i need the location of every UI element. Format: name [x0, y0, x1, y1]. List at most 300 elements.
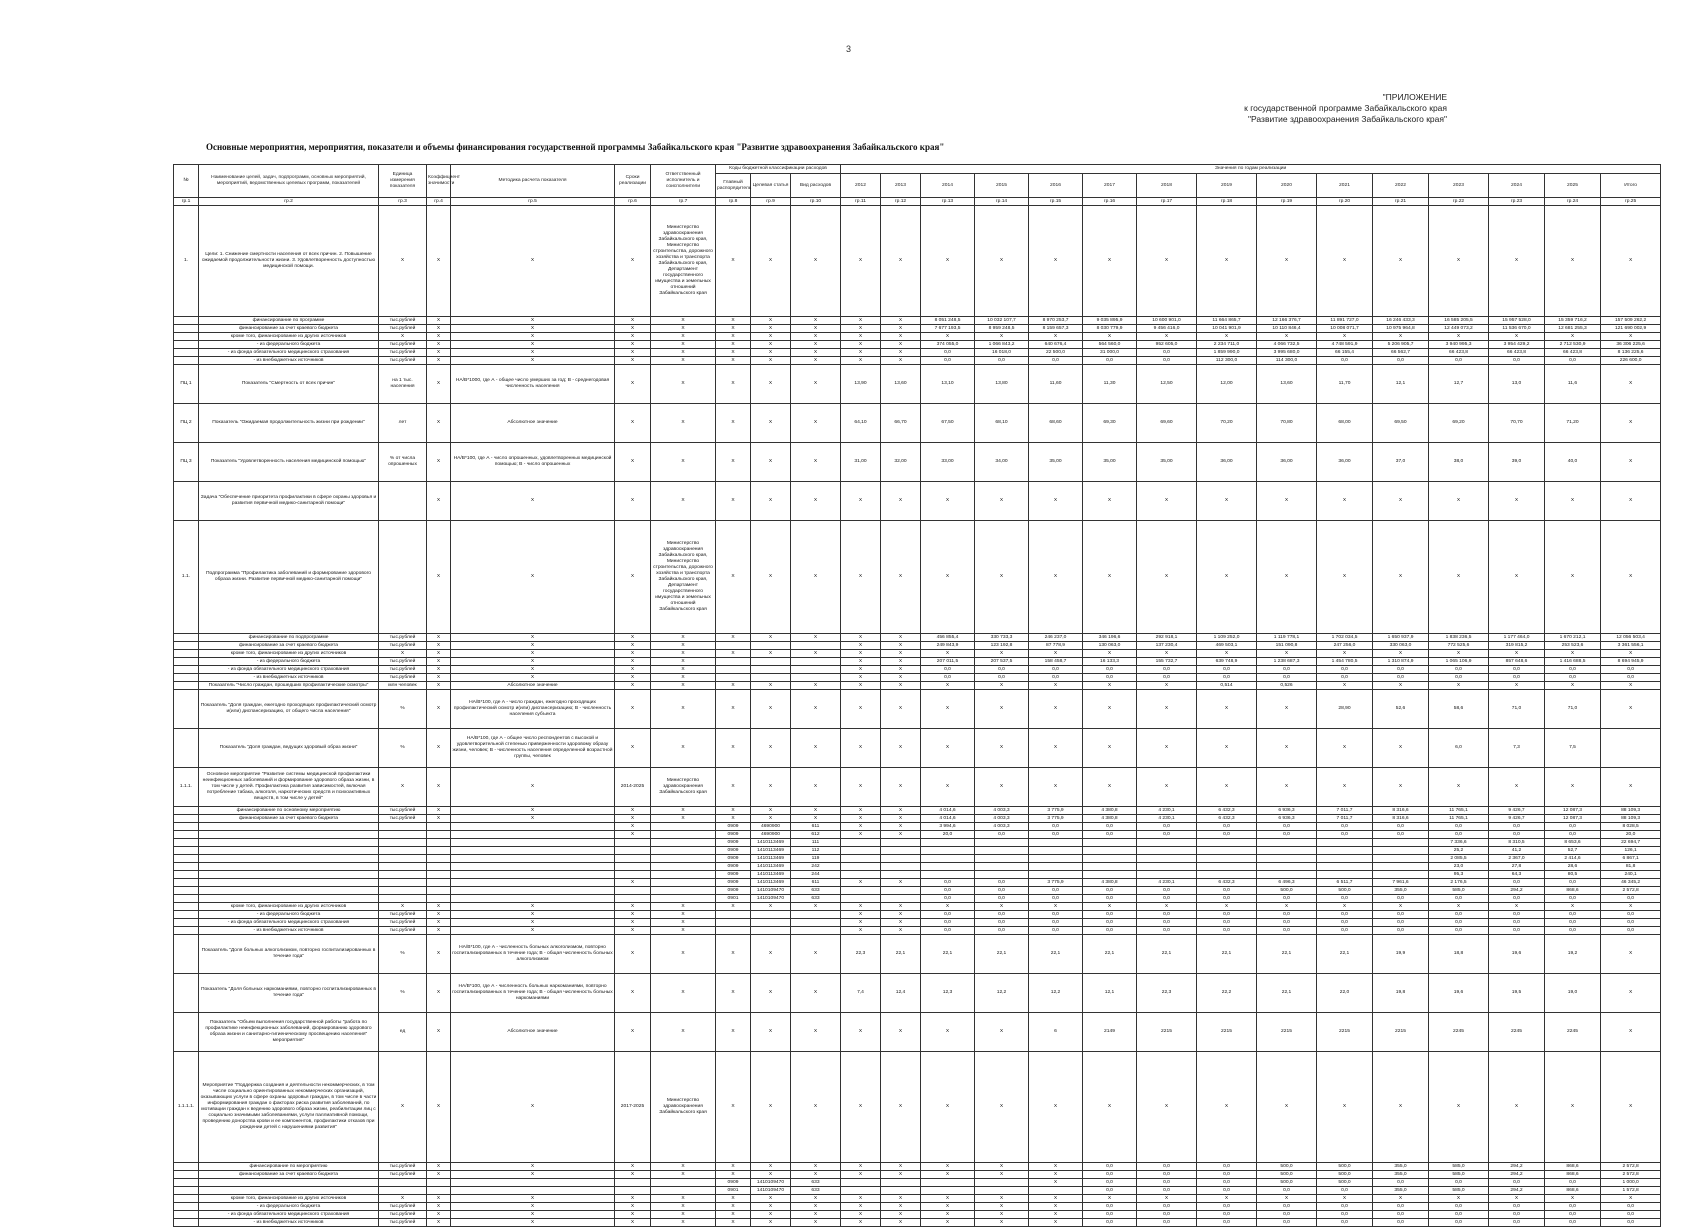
row-year-value: 5 206 905,7 — [1373, 341, 1429, 349]
row-name: - из фонда обязательного медицинского страхования — [199, 919, 379, 927]
row-year-value: X — [1029, 650, 1083, 658]
row-name: - из фонда обязательного медицинского страхования — [199, 1211, 379, 1219]
row-number — [174, 729, 199, 768]
row-year-value: 34,00 — [975, 443, 1029, 482]
row-year-value: X — [1197, 903, 1257, 911]
row-responsible — [651, 863, 716, 871]
row-year-value: X — [1083, 1052, 1137, 1163]
row-year-value: 22,0 — [1317, 974, 1373, 1013]
row-year-value: 36,00 — [1197, 443, 1257, 482]
row-year-value: 0,0 — [1083, 831, 1137, 839]
row-year-value — [921, 1187, 975, 1195]
row-number — [174, 815, 199, 823]
row-year-value: 0,0 — [1373, 823, 1429, 831]
row-year-value: X — [975, 1211, 1029, 1219]
table-row — [174, 1171, 1661, 1179]
row-year-value: X — [975, 768, 1029, 807]
row-year-value: 67,50 — [921, 404, 975, 443]
row-year-value — [1257, 847, 1317, 855]
row-number — [174, 690, 199, 729]
row-term: X — [615, 911, 651, 919]
row-year-value: 8 316,6 — [1373, 807, 1429, 815]
row-expense-code: X — [791, 1219, 841, 1227]
row-year-value: X — [881, 682, 921, 690]
row-year-value: 11,6 — [1545, 365, 1601, 404]
row-expense-code: X — [791, 807, 841, 815]
row-year-value — [975, 1179, 1029, 1187]
row-year-value: X — [921, 1195, 975, 1203]
row-method: Абсолютное значение — [451, 1013, 615, 1052]
row-expense-code: 242 — [791, 863, 841, 871]
row-chief-code — [716, 911, 751, 919]
row-year-value: 12 087,3 — [1545, 807, 1601, 815]
row-year-value: X — [841, 206, 881, 317]
row-coef: X — [427, 768, 451, 807]
row-year-value — [975, 839, 1029, 847]
row-year-value: 8 136 225,6 — [1601, 349, 1661, 357]
row-unit: тыс.рублей — [379, 1171, 427, 1179]
row-year-value: X — [1029, 482, 1083, 521]
row-expense-code: X — [791, 404, 841, 443]
row-year-value: 11 765,1 — [1429, 807, 1489, 815]
row-year-value: X — [841, 927, 881, 935]
row-year-value: 158 458,7 — [1029, 658, 1083, 666]
table-row — [174, 1187, 1661, 1195]
row-year-value: 130 063,0 — [1083, 642, 1137, 650]
row-expense-code: X — [791, 1211, 841, 1219]
row-year-value: X — [921, 1052, 975, 1163]
row-year-value: 68,10 — [975, 404, 1029, 443]
header-year: 2025 — [1545, 174, 1601, 198]
row-year-value: X — [1029, 768, 1083, 807]
row-year-value: X — [1601, 1013, 1661, 1052]
row-year-value: 0,0 — [1083, 887, 1137, 895]
row-year-value: X — [1545, 768, 1601, 807]
row-year-value: 0,0 — [1489, 895, 1545, 903]
column-number: гр.1 — [174, 198, 199, 206]
row-chief-code: X — [716, 650, 751, 658]
table-row — [174, 634, 1661, 642]
row-coef — [427, 847, 451, 855]
row-year-value — [1029, 1187, 1083, 1195]
row-year-value — [841, 863, 881, 871]
row-year-value: 2215 — [1137, 1013, 1197, 1052]
row-year-value: 500,0 — [1257, 887, 1317, 895]
row-year-value — [881, 1187, 921, 1195]
row-year-value: X — [1029, 333, 1083, 341]
row-method: X — [451, 341, 615, 349]
row-year-value: X — [921, 690, 975, 729]
row-coef: X — [427, 333, 451, 341]
column-number: гр.5 — [451, 198, 615, 206]
row-year-value: 0,0 — [921, 349, 975, 357]
row-responsible — [651, 1179, 716, 1187]
row-year-value: X — [841, 911, 881, 919]
row-year-value: 19,9 — [1373, 935, 1429, 974]
row-year-value: X — [1601, 974, 1661, 1013]
row-year-value: X — [975, 650, 1029, 658]
row-target-code — [751, 927, 791, 935]
row-year-value: 70,80 — [1257, 404, 1317, 443]
row-year-value: 121 690 002,9 — [1601, 325, 1661, 333]
row-year-value: 2 572,8 — [1601, 1171, 1661, 1179]
row-unit: X — [379, 768, 427, 807]
row-target-code: X — [751, 357, 791, 365]
row-responsible: X — [651, 682, 716, 690]
column-number: гр.21 — [1373, 198, 1429, 206]
row-method: X — [451, 666, 615, 674]
row-year-value: 0,0 — [1029, 674, 1083, 682]
table-row — [174, 521, 1661, 634]
header-year-values: Значения по годам реализации — [841, 165, 1661, 174]
row-year-value: 0,0 — [1545, 1203, 1601, 1211]
row-year-value — [841, 855, 881, 863]
row-year-value: 294,2 — [1489, 887, 1545, 895]
table-row — [174, 1195, 1661, 1203]
column-number: гр.3 — [379, 198, 427, 206]
row-year-value: X — [1545, 333, 1601, 341]
row-expense-code: 244 — [791, 871, 841, 879]
row-coef: X — [427, 911, 451, 919]
row-method — [451, 871, 615, 879]
row-year-value: X — [881, 650, 921, 658]
row-term: X — [615, 903, 651, 911]
row-term: X — [615, 831, 651, 839]
row-year-value: X — [1429, 206, 1489, 317]
header-year: 2013 — [881, 174, 921, 198]
row-name: - из внебюджетных источников — [199, 357, 379, 365]
row-unit: тыс.рублей — [379, 341, 427, 349]
row-method: X — [451, 1219, 615, 1227]
row-year-value: 6 867,1 — [1601, 855, 1661, 863]
row-year-value: 0,0 — [1197, 1219, 1257, 1227]
row-year-value: X — [921, 521, 975, 634]
row-chief-code: X — [716, 365, 751, 404]
row-year-value: X — [1601, 1195, 1661, 1203]
row-year-value — [1317, 863, 1373, 871]
row-year-value: X — [975, 521, 1029, 634]
table-row — [174, 325, 1661, 333]
row-number — [174, 974, 199, 1013]
row-year-value: 0,0 — [975, 911, 1029, 919]
row-term — [615, 887, 651, 895]
row-year-value: 0,0 — [1083, 1203, 1137, 1211]
row-chief-code — [716, 674, 751, 682]
row-year-value — [881, 839, 921, 847]
row-year-value — [1197, 839, 1257, 847]
table-row — [174, 357, 1661, 365]
row-year-value: 0,0 — [1257, 1187, 1317, 1195]
row-coef: X — [427, 674, 451, 682]
row-year-value: 23,0 — [1429, 863, 1489, 871]
row-year-value: X — [1373, 1195, 1429, 1203]
row-year-value: 0,0 — [1489, 823, 1545, 831]
row-year-value — [1317, 839, 1373, 847]
row-term: X — [615, 807, 651, 815]
row-year-value: X — [881, 1052, 921, 1163]
row-term — [615, 895, 651, 903]
row-year-value: 64,10 — [841, 404, 881, 443]
column-number: гр.24 — [1545, 198, 1601, 206]
row-year-value: 0,0 — [1197, 919, 1257, 927]
row-year-value: X — [1317, 650, 1373, 658]
row-year-value: X — [881, 482, 921, 521]
row-year-value: X — [841, 815, 881, 823]
row-year-value: 0,0 — [1029, 831, 1083, 839]
row-year-value: 13,0 — [1489, 365, 1545, 404]
row-term: X — [615, 341, 651, 349]
row-year-value: 0,0 — [1545, 1211, 1601, 1219]
row-year-value: 2 234 711,0 — [1197, 341, 1257, 349]
row-method: X — [451, 1171, 615, 1179]
table-row — [174, 871, 1661, 879]
row-year-value: X — [1545, 903, 1601, 911]
row-year-value: X — [1373, 1052, 1429, 1163]
row-year-value: 1 670 212,1 — [1545, 634, 1601, 642]
row-year-value: 0,0 — [1197, 887, 1257, 895]
row-coef: X — [427, 482, 451, 521]
row-year-value: 857 648,6 — [1489, 658, 1545, 666]
row-responsible: X — [651, 325, 716, 333]
column-number: гр.23 — [1489, 198, 1545, 206]
row-year-value: 0,0 — [975, 666, 1029, 674]
row-year-value: 0,0 — [1029, 666, 1083, 674]
row-year-value: 13,60 — [881, 365, 921, 404]
row-name: Показатель "Доля граждан, ежегодно проходящих профилактический осмотр и(или) диспансеризацию, от общего числа населения" — [199, 690, 379, 729]
row-year-value: 52,6 — [1373, 690, 1429, 729]
row-year-value: 585,0 — [1429, 1163, 1489, 1171]
row-year-value: X — [1029, 690, 1083, 729]
row-year-value: 19,8 — [1373, 974, 1429, 1013]
row-method: X — [451, 1195, 615, 1203]
row-year-value: 88 109,3 — [1601, 807, 1661, 815]
row-year-value — [1137, 863, 1197, 871]
row-unit: тыс.рублей — [379, 634, 427, 642]
row-year-value — [1373, 871, 1429, 879]
row-year-value: 0,0 — [1029, 895, 1083, 903]
row-year-value: 9 035 895,9 — [1083, 317, 1137, 325]
row-name: - из фонда обязательного медицинского страхования — [199, 666, 379, 674]
row-year-value: 4 748 591,9 — [1317, 341, 1373, 349]
row-year-value: 0,514 — [1197, 682, 1257, 690]
row-name — [199, 1179, 379, 1187]
row-coef: X — [427, 206, 451, 317]
row-year-value: 6,0 — [1429, 729, 1489, 768]
row-chief-code: X — [716, 206, 751, 317]
row-year-value: 13,90 — [841, 365, 881, 404]
row-coef: X — [427, 935, 451, 974]
row-coef: X — [427, 1013, 451, 1052]
row-year-value: 8 310,5 — [1489, 839, 1545, 847]
row-responsible: X — [651, 1203, 716, 1211]
row-method: X — [451, 650, 615, 658]
row-year-value: X — [975, 333, 1029, 341]
row-year-value: 66 155,4 — [1317, 349, 1373, 357]
appendix-line-2: к государственной программе Забайкальского края — [1244, 103, 1447, 113]
row-year-value: 0,0 — [1197, 1211, 1257, 1219]
row-target-code: X — [751, 317, 791, 325]
row-year-value: 0,0 — [1317, 1203, 1373, 1211]
row-name: Мероприятие "Поддержка создания и деятельности некоммерческих, в том числе социально ориентированных некоммерческих организаций, оказывающих услуги в сфере охраны здоровья граждан, в том числе в части информирования граждан о факторах риска развития заболеваний, по мотивации граждан к ведению здорового образа жизни, реабилитации лиц с социально значимыми заболеваниями, услуги паллиативной помощи, проведению донорства крови и ее компонентов, профилактики отказов при рождении детей с нарушениями развития" — [199, 1052, 379, 1163]
table-row — [174, 1211, 1661, 1219]
row-year-value: 0,0 — [1083, 1211, 1137, 1219]
row-year-value: 0,0 — [1029, 823, 1083, 831]
row-responsible: X — [651, 650, 716, 658]
row-year-value: X — [1545, 650, 1601, 658]
row-target-code: X — [751, 634, 791, 642]
row-year-value: X — [1489, 333, 1545, 341]
row-year-value: 0,0 — [1545, 927, 1601, 935]
row-year-value: 0,0 — [1317, 1187, 1373, 1195]
row-year-value: X — [841, 1211, 881, 1219]
row-year-value: X — [881, 642, 921, 650]
row-coef: X — [427, 1171, 451, 1179]
row-responsible: X — [651, 365, 716, 404]
row-method: X — [451, 658, 615, 666]
row-method: X — [451, 642, 615, 650]
row-chief-code — [716, 658, 751, 666]
row-year-value: X — [881, 317, 921, 325]
row-year-value: 500,0 — [1317, 887, 1373, 895]
row-year-value: 0,0 — [1601, 895, 1661, 903]
row-year-value: 22 500,0 — [1029, 349, 1083, 357]
row-year-value: 0,0 — [1137, 674, 1197, 682]
row-year-value: 294,2 — [1489, 1171, 1545, 1179]
row-term: X — [615, 815, 651, 823]
row-unit — [379, 887, 427, 895]
row-year-value: 1 416 688,5 — [1545, 658, 1601, 666]
row-year-value — [1257, 863, 1317, 871]
row-year-value: 8 316,6 — [1373, 815, 1429, 823]
row-year-value: 88 109,3 — [1601, 815, 1661, 823]
row-chief-code: 0909 — [716, 855, 751, 863]
row-target-code: 1410109470 — [751, 895, 791, 903]
row-name — [199, 863, 379, 871]
row-method: X — [451, 357, 615, 365]
row-year-value: 52,7 — [1545, 847, 1601, 855]
row-year-value: X — [1137, 482, 1197, 521]
row-year-value: 0,0 — [1257, 1219, 1317, 1227]
header-resp: Ответственный исполнитель и соисполнители — [651, 165, 716, 198]
row-name: Цели: 1. Снижение смертности населения от всех причин. 2. Повышение ожидаемой продолжительности жизни. 3. Удовлетворенность доступностью медицинской помощи. — [199, 206, 379, 317]
row-year-value: 6 936,3 — [1257, 807, 1317, 815]
row-number — [174, 1203, 199, 1211]
row-responsible: X — [651, 443, 716, 482]
row-year-value: 22,1 — [1137, 935, 1197, 974]
table-row — [174, 1203, 1661, 1211]
row-coef: X — [427, 365, 451, 404]
row-year-value: X — [1137, 1195, 1197, 1203]
row-expense-code: X — [791, 357, 841, 365]
row-year-value: X — [841, 823, 881, 831]
table-row — [174, 847, 1661, 855]
row-year-value: X — [975, 1013, 1029, 1052]
table-row — [174, 855, 1661, 863]
row-year-value: 0,0 — [921, 879, 975, 887]
row-year-value: 0,0 — [1545, 895, 1601, 903]
row-year-value — [1257, 855, 1317, 863]
row-year-value: X — [921, 1203, 975, 1211]
row-year-value: 40,0 — [1545, 443, 1601, 482]
row-year-value — [1083, 855, 1137, 863]
row-year-value: X — [881, 674, 921, 682]
row-coef: X — [427, 634, 451, 642]
row-term: X — [615, 325, 651, 333]
row-year-value: 585,0 — [1429, 1171, 1489, 1179]
row-year-value: X — [1029, 521, 1083, 634]
row-coef: X — [427, 1052, 451, 1163]
row-year-value: X — [1489, 768, 1545, 807]
row-method: НА/В*100, где А - общее число респондентов с высокой и удовлетворительной степенью приверженности здоровому образу жизни, человек; В - численность населения определенной возрастной группы, человек — [451, 729, 615, 768]
row-year-value: 564 560,0 — [1083, 341, 1137, 349]
row-year-value: X — [921, 768, 975, 807]
row-year-value: X — [1137, 682, 1197, 690]
row-year-value: 0,0 — [1373, 674, 1429, 682]
column-number: гр.16 — [1083, 198, 1137, 206]
row-year-value: 6 511,7 — [1317, 879, 1373, 887]
row-year-value: 0,0 — [921, 887, 975, 895]
row-year-value: 13,80 — [975, 365, 1029, 404]
column-number: гр.18 — [1197, 198, 1257, 206]
row-year-value — [921, 863, 975, 871]
row-year-value: 355,0 — [1373, 887, 1429, 895]
row-chief-code: 0909 — [716, 847, 751, 855]
row-year-value: X — [1601, 1052, 1661, 1163]
row-year-value: 0,0 — [921, 911, 975, 919]
row-year-value: X — [881, 1203, 921, 1211]
row-unit: тыс.рублей — [379, 642, 427, 650]
row-name: финансирование по программе — [199, 317, 379, 325]
row-year-value: 1 838 236,5 — [1429, 634, 1489, 642]
row-year-value: X — [881, 927, 921, 935]
row-unit: тыс.рублей — [379, 1203, 427, 1211]
row-year-value: X — [1489, 682, 1545, 690]
row-year-value: 2215 — [1257, 1013, 1317, 1052]
row-responsible: X — [651, 927, 716, 935]
row-year-value: X — [1373, 482, 1429, 521]
row-name: - из внебюджетных источников — [199, 927, 379, 935]
row-year-value: 0,0 — [1373, 1179, 1429, 1187]
row-year-value: X — [1373, 682, 1429, 690]
row-name — [199, 839, 379, 847]
row-target-code: 1410113469 — [751, 839, 791, 847]
row-year-value: X — [975, 682, 1029, 690]
row-target-code: X — [751, 768, 791, 807]
row-year-value: 0,0 — [1083, 823, 1137, 831]
row-name: Подпрограмма "Профилактика заболеваний и формирование здорового образа жизни. Развитие первичной медико-санитарной помощи" — [199, 521, 379, 634]
row-expense-code: X — [791, 815, 841, 823]
row-chief-code: X — [716, 404, 751, 443]
row-year-value: X — [1257, 1052, 1317, 1163]
row-year-value: 0,0 — [1137, 911, 1197, 919]
row-name — [199, 887, 379, 895]
row-year-value: 355,0 — [1373, 1187, 1429, 1195]
row-year-value: 0,0 — [975, 895, 1029, 903]
row-year-value: 0,0 — [975, 919, 1029, 927]
row-year-value: X — [881, 1163, 921, 1171]
row-method: X — [451, 911, 615, 919]
row-name: Основное мероприятие "Развитие системы медицинской профилактики неинфекционных заболеваний и формирование здорового образа жизни, в том числе у детей. Профилактика развития зависимостей, включая потребление табака, алкоголя, наркотических средств и психоактивных веществ, в том числе у детей" — [199, 768, 379, 807]
row-responsible: X — [651, 911, 716, 919]
row-year-value: X — [921, 482, 975, 521]
row-year-value: X — [1373, 650, 1429, 658]
row-year-value: 0,0 — [975, 887, 1029, 895]
row-year-value: 11,60 — [1029, 365, 1083, 404]
row-year-value: X — [881, 823, 921, 831]
row-year-value: 0,0 — [1601, 1203, 1661, 1211]
row-year-value: 10 975 964,8 — [1373, 325, 1429, 333]
row-responsible: X — [651, 357, 716, 365]
